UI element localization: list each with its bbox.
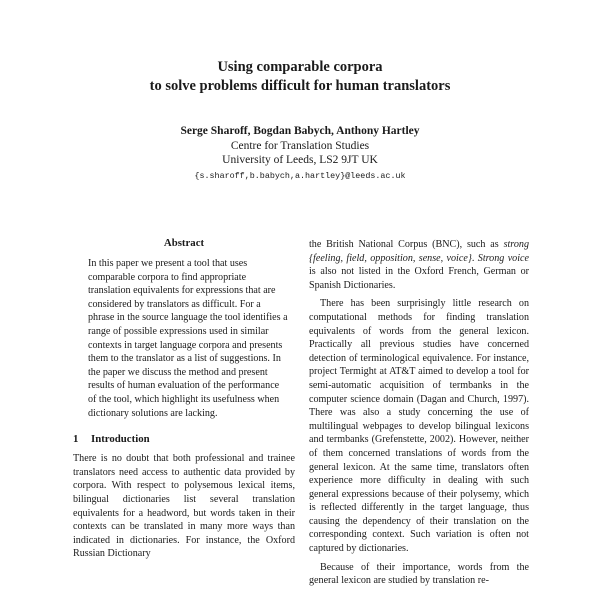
paper-title xyxy=(0,58,600,96)
right-paragraph-1 xyxy=(309,238,529,292)
p1-italic-1: strong {feeling, field, opposition, sense, voice} xyxy=(309,239,529,264)
right-column xyxy=(309,238,529,588)
p1-text-c: is also not listed in the Oxford French, German or Spanish Dictionaries. xyxy=(309,266,529,291)
author-names: Serge Sharoff, Bogdan Babych, Anthony Hartley xyxy=(180,125,420,137)
title-line-1: Using comparable corpora xyxy=(217,59,383,75)
title-line-2: to solve problems difficult for human translators xyxy=(149,78,451,94)
author-block xyxy=(0,124,600,183)
affiliation-line-2: University of Leeds, LS2 9JT UK xyxy=(222,154,378,166)
section-number: 1 xyxy=(73,433,79,446)
p1-text-b: . xyxy=(471,252,478,264)
author-email: {s.sharoff,b.babych,a.hartley}@leeds.ac.uk xyxy=(194,170,406,181)
section-title: Introduction xyxy=(91,433,150,446)
affiliation-line-1: Centre for Translation Studies xyxy=(230,139,370,152)
section-heading-introduction xyxy=(73,432,295,446)
p1-italic-2: Strong voice xyxy=(477,252,529,264)
abstract-text: In this paper we present a tool that uses comparable corpora to find appropriate translation equivalents for expressions that are considered by translators as difficult. For a phrase in the source language the tool identifies a range of possible expressions used in similar contexts in target language corpora and presents them to the translator as a list of suggestions. In the paper we discuss the method and present results of human evaluation of the performance of the tool, which highlight its usefulness when dictionary solutions are lacking. xyxy=(88,258,288,419)
introduction-paragraph-1: There is no doubt that both professional and trainee translators need access to authentic data provided by corpora. With respect to polysemous lexical items, bilingual dictionaries list several translation equivalents for a headword, but words taken in their contexts can be translated in many more ways than indicated in dictionaries. For instance, the Oxford Russian Dictionary xyxy=(73,453,295,560)
abstract-heading: Abstract xyxy=(163,237,205,249)
left-column xyxy=(73,236,295,561)
p1-text-a: the British National Corpus (BNC), such as xyxy=(309,239,504,250)
right-paragraph-3: Because of their importance, words from the general lexicon are studied by translation re- xyxy=(309,561,529,587)
right-paragraph-2: There has been surprisingly little research on computational methods for finding translation equivalents of words from the general lexicon. Practically all previous studies have concerned detection of terminological equivalence. For instance, project Termight at AT&T aimed to develop a tool for semi-automatic acquisition of termbanks in the computer science domain (Dagan and Church, 1997). There was also a study concerning the use of multilingual webpages to develop bilingual lexicons and termbanks (Grefenstette, 2002). However, neither of them concerned translations of words from the general lexicon. At the same time, translators often experience more difficulty in dealing with such general expressions because of their polysemy, which is reflected differently in the target language, thus causing the dependency of their translation on the corresponding context. Such variation is often not captured by dictionaries. xyxy=(309,298,529,555)
